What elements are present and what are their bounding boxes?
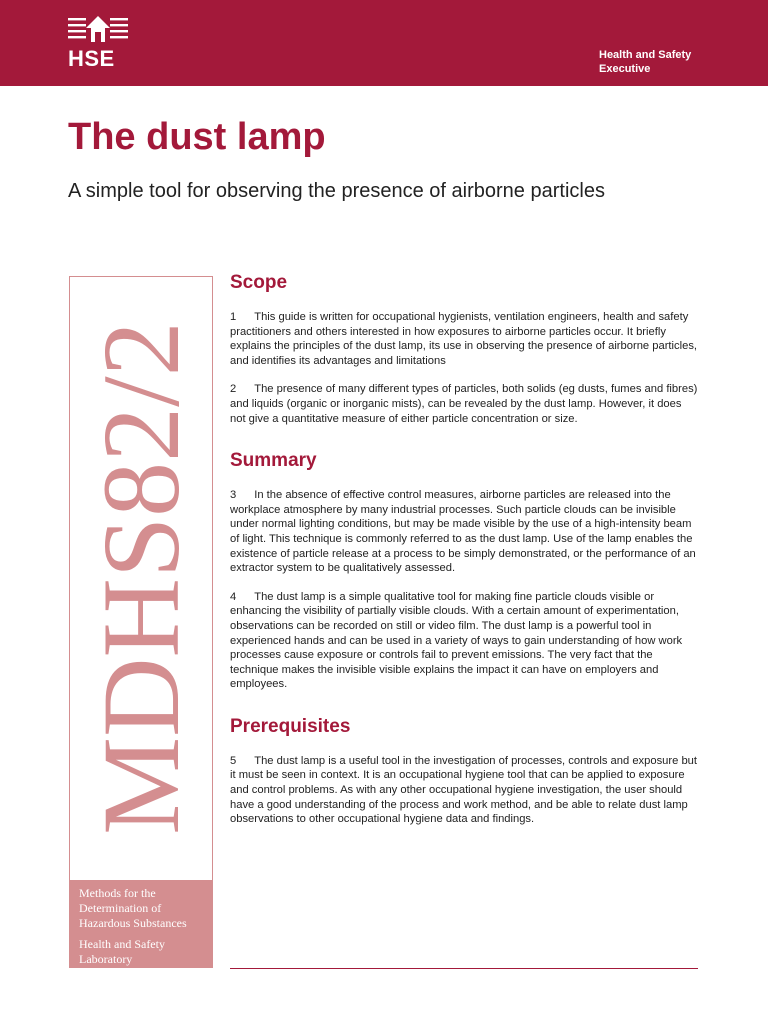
page-title: The dust lamp [68,116,326,158]
header-banner [0,0,768,86]
paragraph-3 [230,488,700,576]
paragraph-text: In the absence of effective control measures, airborne particles are released into the workplace atmosphere by many industrial processes. Such particle clouds can be invisible under normal lighting conditions, but may be made visible by the use of a high-intensity beam of light. This technique is commonly referred to as the dust lamp. Use of the lamp enables the existence of particle release at a process to be simply demonstrated, or the performance of an extractor system to be qualitatively assessed. [230,489,696,575]
footer-divider [230,968,698,969]
paragraph-2 [230,382,700,426]
section-heading-scope: Scope [230,272,288,293]
paragraph-text: The presence of many different types of particles, both solids (eg dusts, fumes and fibres) and liquids (organic or inorganic mists), can be revealed by the dust lamp. However, it does not give a quantitative measure of either particle concentration or size. [230,383,698,425]
paragraph-1 [230,310,700,368]
sidebar-footer [69,880,213,968]
page-subtitle: A simple tool for observing the presence of airborne particles [68,180,605,202]
document-code: MDHS82/2 [80,321,202,835]
section-heading-prerequisites: Prerequisites [230,715,351,737]
paragraph-text: The dust lamp is a simple qualitative tool for making fine particle clouds visible or enhancing the visibility of partially visible clouds. With a certain amount of experimentation, observations can be recorded on still or video film. The dust lamp is a powerful tool in experienced hands and can be used in a variety of ways to gain understanding of how work processes cause exposure or controls fail to prevent emissions. The very fact that the technique makes the invisible visible explains the impact it can have on employers and employees. [230,590,683,691]
paragraph-text: The dust lamp is a useful tool in the investigation of processes, controls and exposure but it must be seen in context. It is an occupational hygiene tool that can be applied to exposure and control problems. As with any other occupational hygiene investigation, the user should have a good understanding of the process and work method, and be able to relate dust lamp observations to other occupational hygiene data and findings. [230,754,698,826]
paragraph-number: 1 [230,311,237,323]
paragraph-number: 3 [230,489,237,502]
paragraph-text: This guide is written for occupational hygienists, ventilation engineers, health and safety practitioners and others interested in how exposures to airborne particles occur. It briefly explains the principles of the dust lamp, its use in observing the presence of airborne particles, and identifies its advantages and limitations [230,311,698,367]
paragraph-4 [230,590,700,692]
paragraph-number: 5 [230,754,237,767]
organisation-name-line2: Executive [599,63,651,75]
laboratory-name: Health and Safety Laboratory [79,937,165,966]
organisation-name-line1: Health and Safety [599,49,692,61]
paragraph-number: 2 [230,383,237,396]
series-name: Methods for the Determination of Hazardous Substances [79,886,187,930]
paragraph-5 [230,754,700,827]
section-heading-summary: Summary [230,450,317,472]
logo-text: HSE [68,46,115,71]
main-content [230,270,700,827]
paragraph-number: 4 [230,590,237,603]
organisation-name [599,48,729,76]
